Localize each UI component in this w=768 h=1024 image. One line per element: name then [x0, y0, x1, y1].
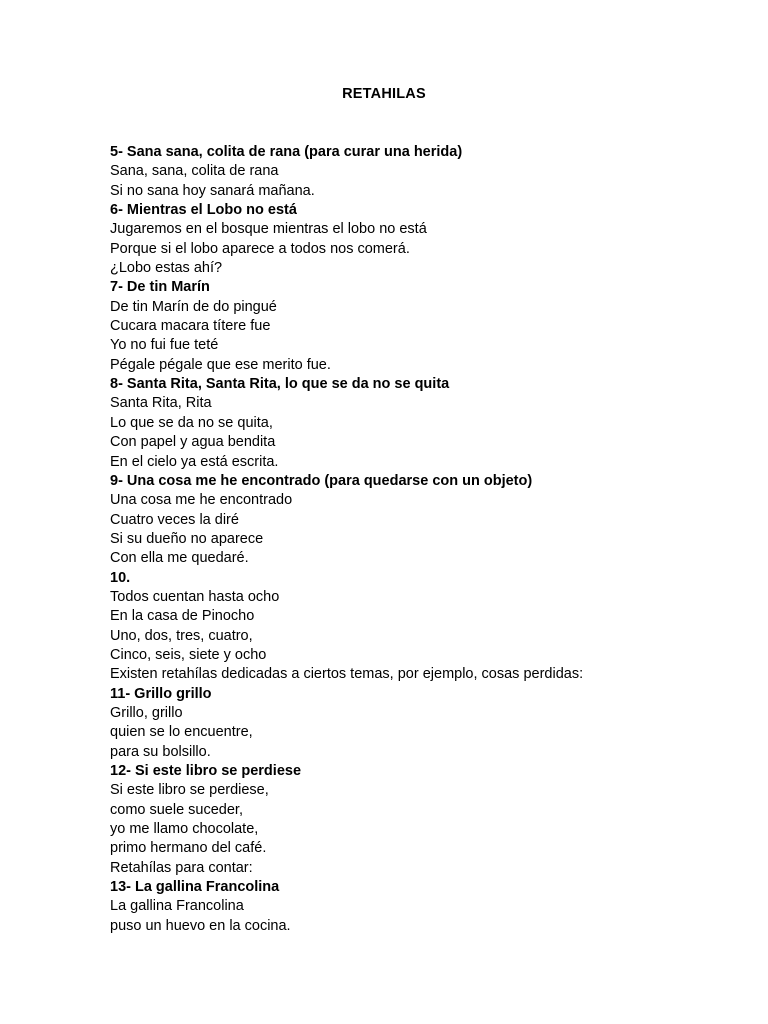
section-heading: 6- Mientras el Lobo no está [110, 202, 297, 219]
text-line: Con papel y agua bendita [110, 434, 276, 451]
text-line: Existen retahílas dedicadas a ciertos temas, por ejemplo, cosas perdidas: [110, 666, 584, 683]
section-heading: 11- Grillo grillo [110, 685, 212, 702]
text-line: Grillo, grillo [110, 704, 183, 721]
text-line: Porque si el lobo aparece a todos nos comerá. [110, 240, 410, 257]
text-line: Lo que se da no se quita, [110, 414, 273, 431]
text-line: Cuatro veces la diré [110, 511, 239, 528]
text-line: Sana, sana, colita de rana [110, 163, 279, 180]
section-heading: 5- Sana sana, colita de rana (para curar una herida) [110, 144, 463, 160]
text-line: Yo no fui fue teté [110, 337, 219, 354]
text-line: Con ella me quedaré. [110, 550, 249, 567]
text-line: De tin Marín de do pingué [110, 298, 277, 315]
text-line: Jugaremos en el bosque mientras el lobo no está [110, 221, 427, 238]
section-heading: 13- La gallina Francolina [110, 879, 280, 896]
document-title: RETAHILAS [342, 86, 426, 102]
text-line: Retahílas para contar: [110, 859, 253, 876]
text-line: yo me llamo chocolate, [110, 821, 259, 838]
text-line: Si este libro se perdiese, [110, 782, 269, 799]
text-line: Todos cuentan hasta ocho [110, 588, 280, 605]
text-line: La gallina Francolina [110, 898, 244, 915]
text-line: En el cielo ya está escrita. [110, 453, 279, 470]
text-line: Pégale pégale que ese merito fue. [110, 356, 331, 373]
text-line: Cinco, seis, siete y ocho [110, 646, 267, 663]
section-heading: 12- Si este libro se perdiese [110, 763, 302, 779]
text-line: quien se lo encuentre, [110, 724, 253, 741]
section-heading: 10. [110, 569, 131, 586]
text-line: para su bolsillo. [110, 743, 211, 760]
text-line: En la casa de Pinocho [110, 608, 255, 625]
text-line: Si su dueño no aparece [110, 530, 264, 547]
text-line: Una cosa me he encontrado [110, 492, 293, 509]
text-line: primo hermano del café. [110, 840, 267, 857]
text-line: como suele suceder, [110, 801, 243, 818]
text-line: Cucara macara títere fue [110, 318, 271, 335]
document-body [110, 143, 730, 936]
section-heading: 8- Santa Rita, Santa Rita, lo que se da no se quita [110, 376, 450, 393]
text-line: ¿Lobo estas ahí? [110, 260, 223, 277]
section-heading: 9- Una cosa me he encontrado (para quedarse con un objeto) [110, 472, 533, 489]
section-heading: 7- De tin Marín [110, 279, 210, 296]
text-line: Si no sana hoy sanará mañana. [110, 182, 315, 199]
text-line: Uno, dos, tres, cuatro, [110, 627, 253, 644]
text-line: Santa Rita, Rita [110, 395, 212, 412]
text-line: puso un huevo en la cocina. [110, 917, 291, 934]
